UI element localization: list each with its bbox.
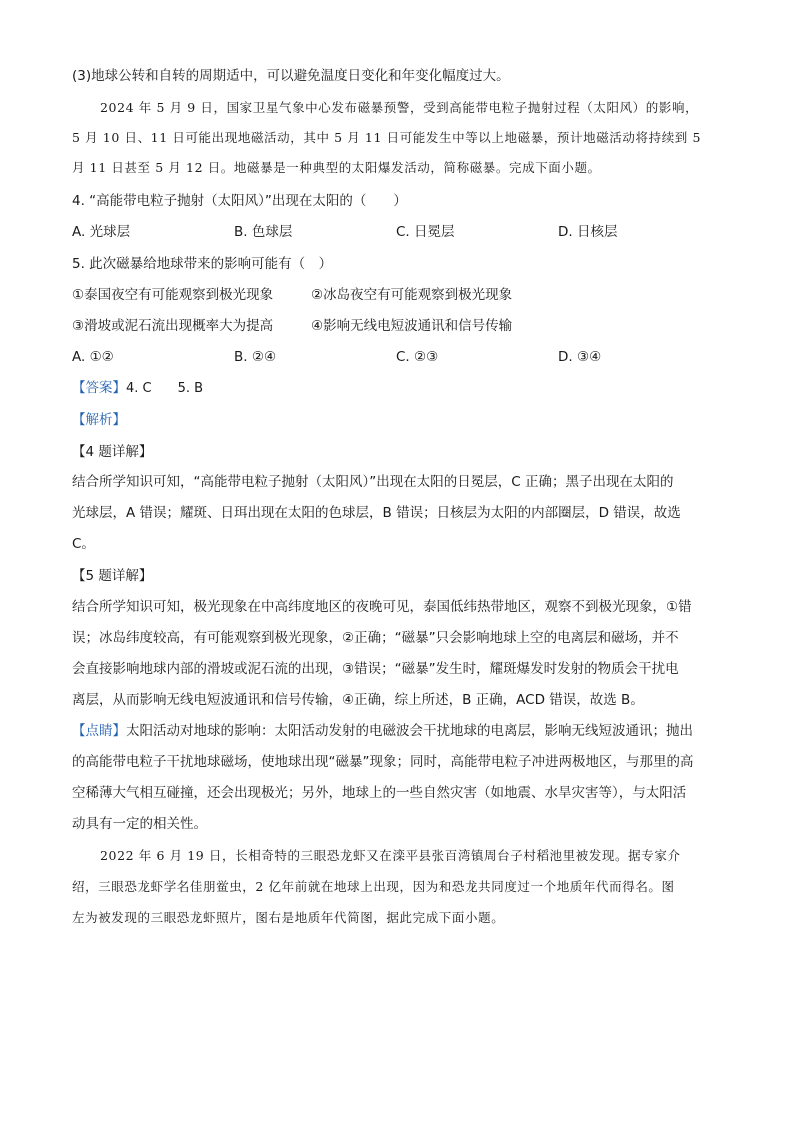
- q4-option-a: A. 光球层: [72, 224, 131, 240]
- q5-statement-4: ④影响无线电短波通讯和信号传输: [311, 318, 513, 334]
- answer-value: 4. C 5. B: [126, 381, 204, 396]
- intro-line: (3)地球公转和自转的周期适中，可以避免温度日变化和年变化幅度过大。: [72, 68, 510, 84]
- q5-option-d: D. ③④: [558, 349, 602, 365]
- detail5-line-4: 离层，从而影响无线电短波通讯和信号传输，④正确，综上所述，B 正确，ACD 错误，故选 B。: [72, 692, 644, 708]
- answer-row: [72, 378, 203, 399]
- q4-option-d: D. 日核层: [558, 224, 618, 240]
- q5-option-a: A. ①②: [72, 349, 114, 365]
- detail4-line-3: C。: [72, 536, 95, 552]
- tip-line-1: 太阳活动对地球的影响：太阳活动发射的电磁波会干扰地球的电离层，影响无线短波通讯；抛出: [126, 723, 693, 739]
- passage1-line-1: 2024 年 5 月 9 日，国家卫星气象中心发布磁暴预警，受到高能带电粒子抛射过程（太阳风）的影响，: [100, 100, 699, 115]
- detail5-label: 【5 题详解】: [72, 568, 153, 584]
- q4-stem: 4. “高能带电粒子抛射（太阳风）”出现在太阳的（ ）: [72, 193, 407, 209]
- q5-statement-2: ②冰岛夜空有可能观察到极光现象: [311, 287, 513, 303]
- q4-option-b: B. 色球层: [234, 224, 293, 240]
- q5-option-b: B. ②④: [234, 349, 277, 365]
- detail5-line-3: 会直接影响地球内部的滑坡或泥石流的出现，③错误；“磁暴”发生时，耀斑爆发时发射的物质会干扰电: [72, 661, 679, 677]
- detail4-line-2: 光球层，A 错误；耀斑、日珥出现在太阳的色球层，B 错误；日核层为太阳的内部圈层，D 错误，故选: [72, 505, 681, 521]
- answer-label: 【答案】: [72, 380, 126, 396]
- q5-statement-3: ③滑坡或泥石流出现概率大为提高: [72, 318, 274, 334]
- q4-option-c: C. 日冕层: [396, 224, 455, 240]
- tip-row: [72, 721, 693, 741]
- detail4-line-1: 结合所学知识可知，“高能带电粒子抛射（太阳风）”出现在太阳的日冕层，C 正确；黑子出现在太阳的: [72, 474, 674, 490]
- tip-line-4: 动具有一定的相关性。: [72, 816, 207, 832]
- passage2-line-3: 左为被发现的三眼恐龙虾照片，图右是地质年代简图，据此完成下面小题。: [72, 910, 505, 925]
- detail5-line-2: 误；冰岛纬度较高，有可能观察到极光现象，②正确；“磁暴”只会影响地球上空的电离层和磁场，并不: [72, 630, 679, 646]
- q5-statement-1: ①泰国夜空有可能观察到极光现象: [72, 287, 274, 303]
- detail4-label: 【4 题详解】: [72, 444, 153, 460]
- q5-stem: 5. 此次磁暴给地球带来的影响可能有（ ）: [72, 256, 333, 272]
- passage1-line-3: 月 11 日甚至 5 月 12 日。地磁暴是一种典型的太阳爆发活动，简称磁暴。完成下面小题。: [72, 160, 601, 175]
- analysis-label: 【解析】: [72, 412, 126, 428]
- detail5-line-1: 结合所学知识可知，极光现象在中高纬度地区的夜晚可见，泰国低纬热带地区，观察不到极光现象，①错: [72, 599, 692, 615]
- passage1-line-2: 5 月 10 日、11 日可能出现地磁活动，其中 5 月 11 日可能发生中等以上地磁暴，预计地磁活动将持续到 5: [72, 130, 702, 145]
- q5-option-c: C. ②③: [396, 349, 439, 365]
- passage2-line-2: 绍，三眼恐龙虾学名佳朋鲎虫，2 亿年前就在地球上出现，因为和恐龙共同度过一个地质年代而得名。图: [72, 879, 675, 894]
- passage2-line-1: 2022 年 6 月 19 日，长相奇特的三眼恐龙虾又在滦平县张百湾镇周台子村稻池里被发现。据专家介: [100, 848, 681, 863]
- tip-line-2: 的高能带电粒子干扰地球磁场，使地球出现“磁暴”现象；同时，高能带电粒子冲进两极地区，与那里的高: [72, 754, 694, 770]
- tip-label: 【点睛】: [72, 723, 126, 739]
- tip-line-3: 空稀薄大气相互碰撞，还会出现极光；另外，地球上的一些自然灾害（如地震、水旱灾害等），与太阳活: [72, 785, 687, 801]
